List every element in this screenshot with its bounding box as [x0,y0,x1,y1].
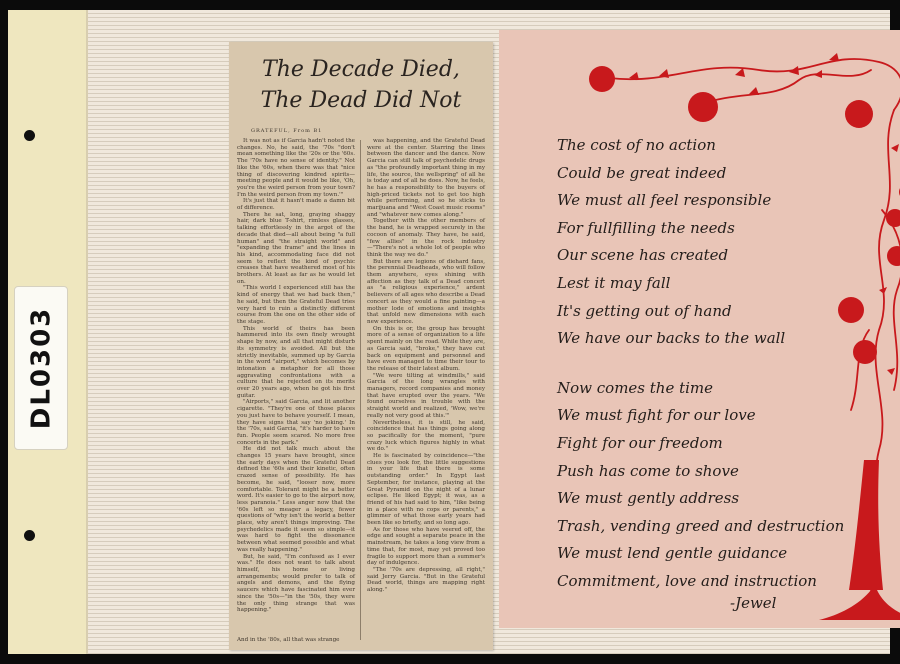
scrapbook-page [8,10,890,654]
article-tail-left: And in the '80s, all that was strange [237,637,340,643]
poem-line: Now comes the time [557,378,714,397]
headline-line: The Decade Died, [262,57,460,82]
poem-card [499,30,900,628]
article-column-left [237,138,355,646]
poem-line: Could be great indeed [557,163,727,182]
headline-line: The Dead Did Not [260,88,462,113]
article-paragraph: "The '70s are depressing, all right," said Jerry Garcia. "But in the Grateful Dead world, things are mapping right along." [367,567,485,594]
binder-hole-icon [24,130,35,141]
article-columns [237,138,485,646]
poem-signature: -Jewel [730,594,777,612]
article-paragraph: This world of theirs has been hammered into its own finely wrought shape by now, and all that might disturb its symmetry is avoided. All but the strictly inevitable, summed up by Garcia in the word "airport," which becomes by intonation a metaphor for all those aggravating confrontations with a culture that he rejected on its merits over 20 years ago, when he got his first guitar. [237,325,355,399]
article-paragraph: It's just that it hasn't made a damn bit of difference. [237,198,355,212]
article-paragraph: It was not as if Garcia hadn't noted the changes. No, he said, the '70s "don't mean something like the '20s or the '60s. The '70s have no sense of identity." Not like the '60s, when there was that "nice thing of discovering kindred spirits—meeting people and it would be like, 'Oh, you're the weird person from your town? I'm the weird person from my town.'" [237,138,355,198]
article-paragraph: On this is or, the group has brought more of a sense of organization to a life spent mainly on the road. While they are, as Garcia said, "broke," they have cut back on equipment and personnel and have even managed to time their tour to the release of their latest album. [367,325,485,372]
stanza-break [557,353,900,375]
rose-icon [688,92,718,122]
poem-line: We must all feel responsible [557,191,772,210]
poem-line: We must fight for our love [557,406,756,425]
binder-strip [8,10,88,654]
catalog-tag [14,286,68,450]
poem-line: Our scene has created [557,246,729,265]
article-paragraph: He is fascinated by coincidence—"the clues you look for, the little suggestions in your life that there is some outstanding order." In Egypt last September, for instance, playing at the Great Pyramid on the night of a lunar eclipse. He liked Egypt; it was, as a friend of his had said to him, "like being in a place with no cops or parents," a glimmer of what those early years had been like so briefly, and so long ago. [367,453,485,527]
poem-text [557,132,900,596]
lined-sheet [88,10,890,654]
rose-vine-stem [699,70,871,105]
article-paragraph: He did not talk much about the changes 15 years have brought, since the early days when the Grateful Dead defined the '60s and their kinetic, often crazed sense of possibility. He has become, he said, "looser now, more comfortable. Tolerant might be a better word. It's easier to go to the airport now, less paranoia." Less anger now that the '60s left so meager a legacy, fewer questions of "why isn't the world a better place, why aren't things improving. The psychedelics made it seem so simple—it was hard to fight the dissonance between what seemed possible and what was really happening." [237,446,355,553]
poem-line: It's getting out of hand [557,301,732,320]
poem-line: Trash, vending greed and destruction [557,516,845,535]
poem-line: Fight for our freedom [557,433,723,452]
article-paragraph: There he sat, long, graying shaggy hair, dark blue T-shirt, rimless glasses, talking effortlessly in the argot of the decade that died—all about being "a full human" and "the straight world" and "expanding the frame" and the lines in his kind, accommodating face did not seem to reflect the kind of psychic creases that have weathered most of his brothers. At least as far as he would let on. [237,211,355,285]
poem-line: Lest it may fall [557,273,671,292]
poem-line: Push has come to shove [557,461,739,480]
article-paragraph: But, he said, "I'm confused as I ever was." He does not want to talk about himself, his home or living arrangements; would prefer to talk of angels and demons, and the flying saucers which have fascinated him ever since the '50s—"in the '50s, they were the only thing strange that was happening." [237,553,355,614]
rose-icon [589,66,615,92]
article-paragraph: Together with the other members of the band, he is wrapped securely in the cocoon of anomaly. They have, he said, "few allies" in the rock industry—"There's not a whole lot of people who think the way we do." [367,218,485,258]
article-paragraph: But there are legions of diehard fans, the perennial Deadheads, who will follow them anywhere, eyes shining with affection as they talk of a Dead concert as "a religious experience," ardent believers of all ages who describe a Dead concert as they would a fine painting—a mother lode of emotions and insights that unfold new dimensions with each new experience. [367,258,485,325]
poem-line: The cost of no action [557,136,716,154]
article-paragraph: "Airports," said Garcia, and lit another cigarette. "They're one of those places you just have to behave yourself. I mean, they have signs that say 'no joking.' In the '70s, said Garcia, "it's harder to have fun. People seem scared. No more free concerts in the park." [237,399,355,446]
poem-line: We must gently address [557,489,740,508]
article-paragraph: was happening, and the Grateful Dead were at the center. Starring the lines between the dancer and the dance. Now Garcia can still talk of psychedelic drugs as "the profoundly important thing in my life, the source, the wellspring" of all he is today and of all he does. Now, he feels, he has a responsibility to the buyers of high-priced tickets not to get too high while performing, and so he sticks to marijuana and "West Coast music rooms" and "whatever new comes along." [367,138,485,218]
poem-line: We have our backs to the wall [557,329,786,348]
column-divider [360,140,361,640]
article-headline [229,54,493,116]
article-paragraph: "This world I experienced still has the kind of energy that we had back then," he said, but then the Grateful Dead tries very hard to ruin a distinctly different course from the one on the other side of the stage. [237,285,355,325]
rose-icon [845,100,873,128]
catalog-tag-text: DL0303 [26,306,57,430]
article-paragraph: Nevertheless, it is still, he said, coincidence that has things going along so pacifically for the moment, "pure crazy luck which figures highly in what we do." [367,419,485,453]
article-column-right [367,138,485,608]
binder-hole-icon [24,530,35,541]
article-paragraph: "We were tilting at windmills," said Garcia of the long wrangles with managers, record companies and money that have erupted over the years. "We found ourselves in trouble with the straight world and realized, 'Wow, we're really not very good at this.'" [367,372,485,419]
poem-line: We must lend gentle guidance [557,544,788,563]
article-byline: GRATEFUL, From B1 [251,128,323,134]
poem-line: For fullfilling the needs [557,218,735,237]
newspaper-clipping [229,42,493,650]
article-paragraph: As for those who have veered off, the edge and sought a separate peace in the mainstream, he takes a long view from a time that, for most, may yet proved too fragile to support more than a summer's day of indulgence. [367,526,485,567]
poem-line: Commitment, love and instruction [557,571,817,590]
